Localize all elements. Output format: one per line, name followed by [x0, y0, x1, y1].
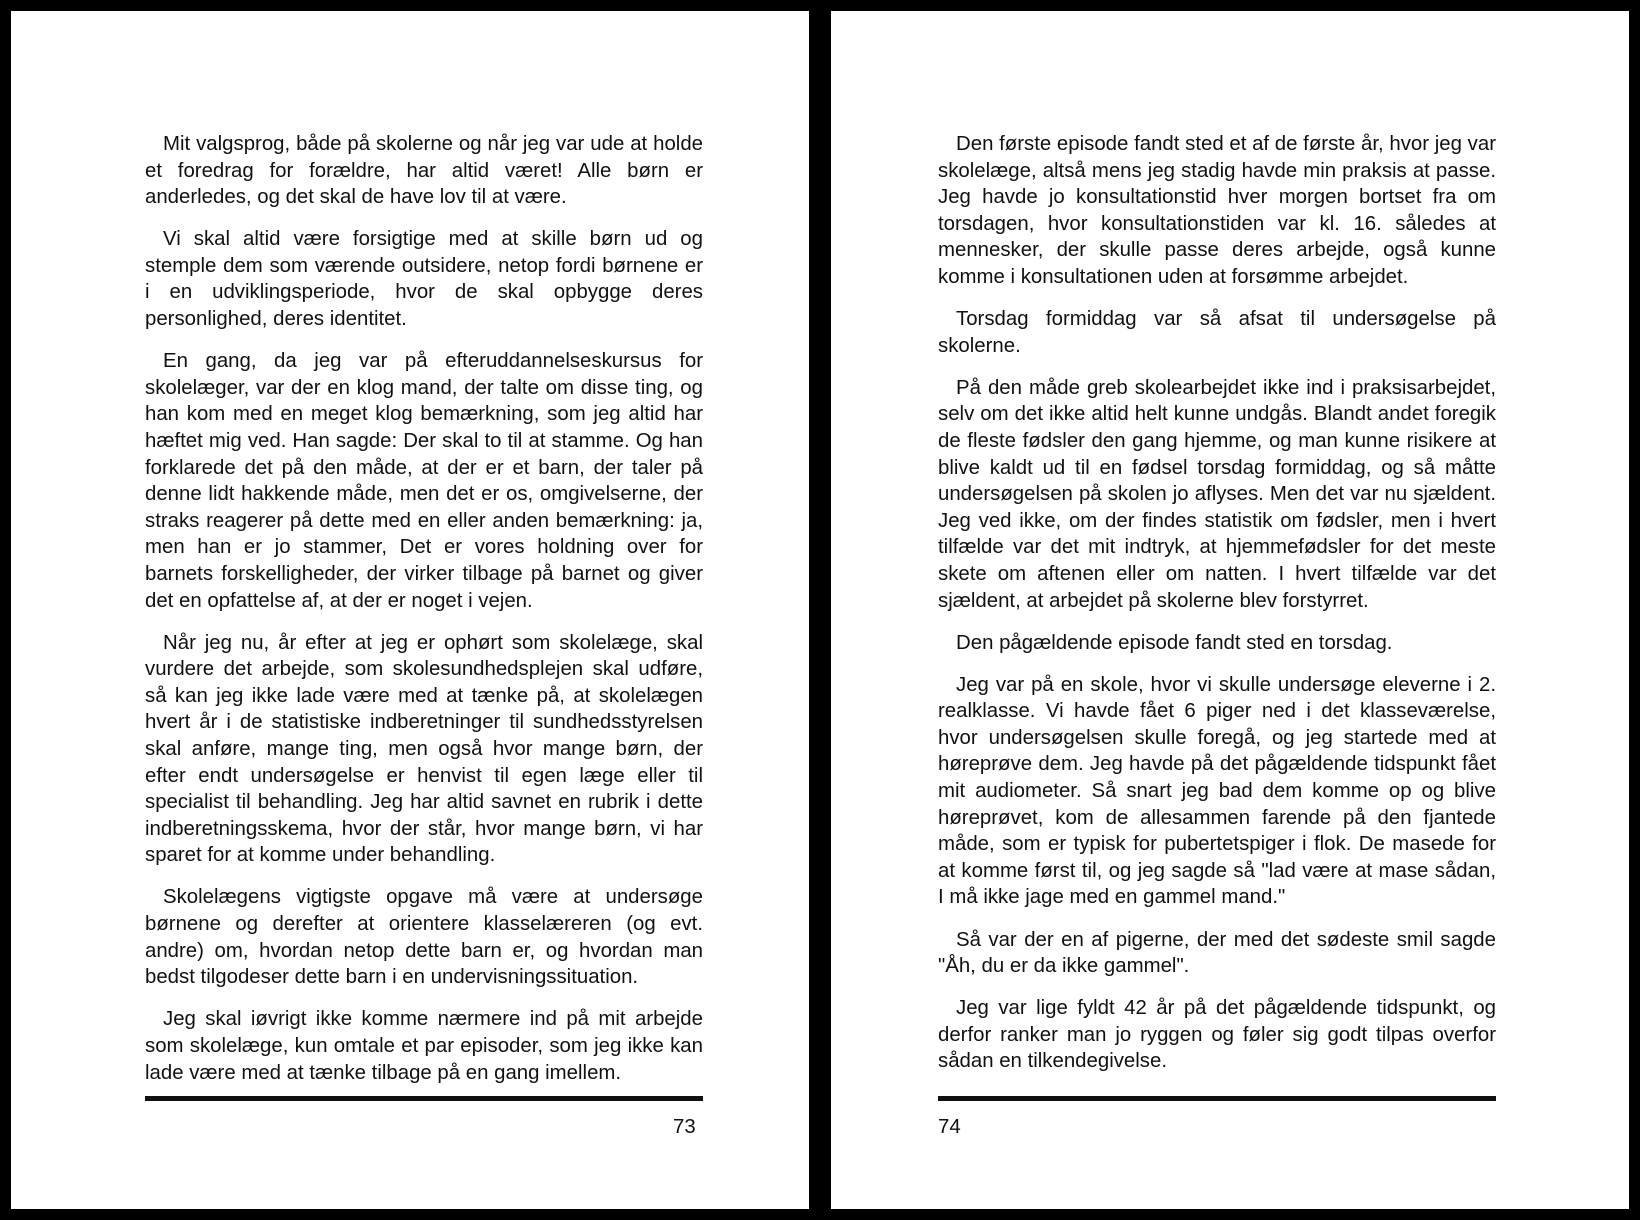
paragraph: Jeg var lige fyldt 42 år på det pågældende tidspunkt, og derfor ranker man jo ryggen og føler sig godt tilpas overfor sådan en tilkendegivelse.	[938, 997, 1496, 1073]
page-number: 73	[673, 1116, 696, 1138]
paragraph: På den måde greb skolearbejdet ikke ind i praksisarbejdet, selv om det ikke altid helt kunne undgås. Blandt andet foregik de fleste fødsler den gang hjemme, og man kunne risikere at blive kaldt ud til en fødsel torsdag formiddag, og så måtte undersøgelsen på skolen jo aflyses. Men det var nu sjældent. Jeg ved ikke, om der findes statistik om fødsler, men i hvert tilfælde var det mit indtryk, at hjemmefødsler for det meste skete om aftenen eller om natten. I hvert tilfælde var det sjældent, at arbejdet på skolerne blev forstyrret.	[938, 376, 1496, 612]
right-page-text	[938, 131, 1496, 1091]
left-page	[11, 11, 809, 1209]
paragraph: Torsdag formiddag var så afsat til undersøgelse på skolerne.	[938, 308, 1496, 357]
footer-rule	[145, 1096, 703, 1101]
paragraph: Den første episode fandt sted et af de første år, hvor jeg var skolelæge, altså mens jeg stadig havde min praksis at passe. Jeg havde jo konsultationstid hver morgen bortset fra om torsdagen, hvor konsultationstiden var kl. 16. således at mennesker, der skulle passe deres arbejde, også kunne komme i konsultationen uden at forsømme arbejdet.	[938, 133, 1496, 288]
paragraph: Den pågældende episode fandt sted en torsdag.	[956, 631, 1393, 654]
paragraph: Skolelægens vigtigste opgave må være at undersøge børnene og derefter at orientere klasselæreren (og evt. andre) om, hvordan netop dette barn er, og hvordan man bedst tilgodeser dette barn i en undervisningssituation.	[145, 886, 703, 989]
paragraph: Når jeg nu, år efter at jeg er ophørt som skolelæge, skal vurdere det arbejde, som skolesundhedsplejen skal udføre, så kan jeg ikke lade være med at tænke på, at skolelægen hvert år i de statistiske indberetninger til sundhedsstyrelsen skal anføre, mange ting, men også hvor mange børn, der efter endt undersøgelse er henvist til egen læge eller til specialist til behandling. Jeg har altid savnet en rubrik i dette indberetningsskema, hvor der står, hvor mange børn, vi har sparet for at komme under behandling.	[145, 631, 703, 867]
paragraph: Mit valgsprog, både på skolerne og når jeg var ude at holde et foredrag for forældre, har altid været! Alle børn er anderledes, og det skal de have lov til at være.	[145, 133, 703, 209]
left-page-text	[145, 131, 703, 1102]
paragraph: Vi skal altid være forsigtige med at skille børn ud og stemple dem som værende outsidere, netop fordi børnene er i en udviklingsperiode, hvor de skal opbygge deres personlighed, deres identitet.	[145, 228, 703, 331]
footer-rule	[938, 1096, 1496, 1101]
page-number: 74	[938, 1116, 961, 1138]
paragraph: Så var der en af pigerne, der med det sødeste smil sagde "Åh, du er da ikke gammel".	[938, 928, 1496, 978]
right-page	[831, 11, 1629, 1209]
paragraph: En gang, da jeg var på efteruddannelseskursus for skolelæger, var der en klog mand, der talte om disse ting, og han kom med en meget klog bemærkning, som jeg altid har hæftet mig ved. Han sagde: Der skal to til at stamme. Og han forklarede det på den måde, at der er et barn, der taler på denne lidt hakkende måde, men det er os, omgivelserne, der straks reagerer på dette med en eller anden bemærkning: ja, men han er jo stammer, Det er vores holdning over for barnets forskelligheder, der virker tilbage på barnet og giver det en opfattelse af, at der er noget i vejen.	[145, 350, 703, 612]
paragraph: Jeg var på en skole, hvor vi skulle undersøge eleverne i 2. realklasse. Vi havde fået 6 piger ned i det klasseværelse, hvor undersøgelsen skulle foregå, og jeg startede med at høreprøve dem. Jeg havde på det pågældende tidspunkt fået mit audiometer. Så snart jeg bad dem komme op og blive høreprøvet, kom de allesammen farende på den fjantede måde, som er typisk for pubertetspiger i flok. De masede for at komme først til, og jeg sagde så "lad være at mase sådan, I må ikke jage med en gammel mand."	[938, 673, 1496, 909]
paragraph: Jeg skal iøvrigt ikke komme nærmere ind på mit arbejde som skolelæge, kun omtale et par episoder, som jeg ikke kan lade være med at tænke tilbage på en gang imellem.	[145, 1008, 703, 1084]
